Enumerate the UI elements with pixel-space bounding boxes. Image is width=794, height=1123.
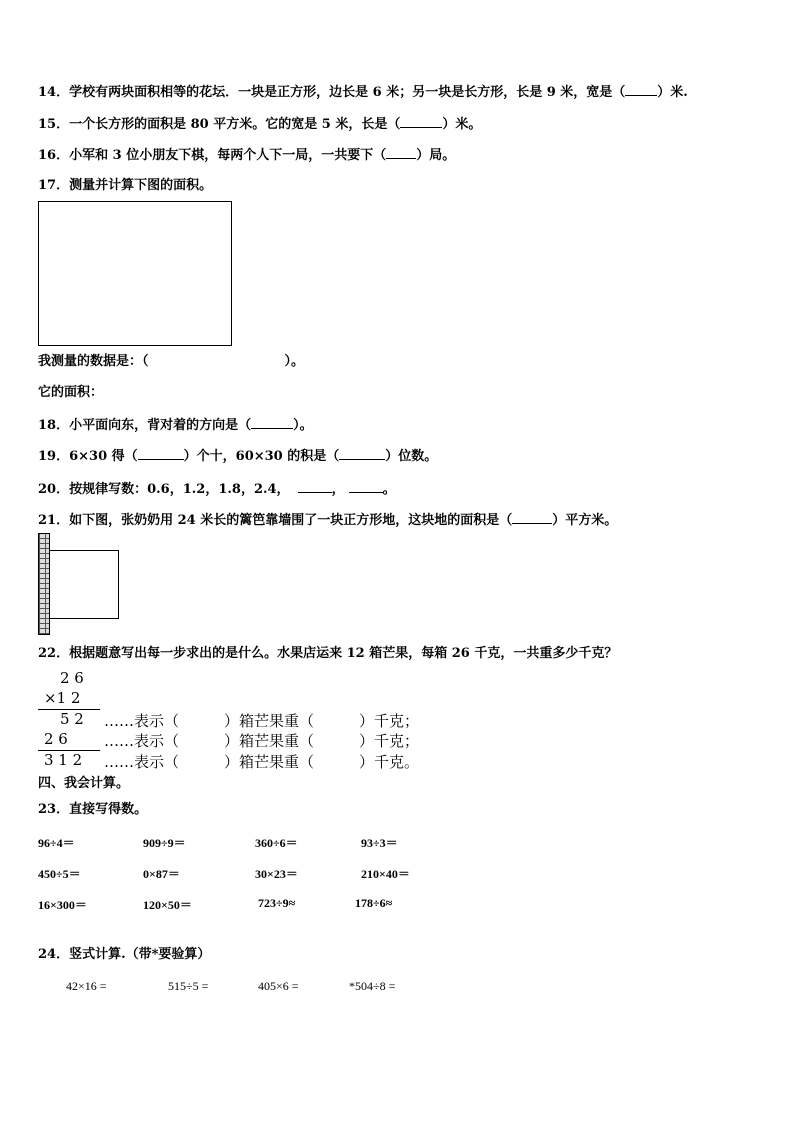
q24-item: 405×6 =	[258, 979, 299, 993]
q24-item: 515÷5 =	[168, 979, 209, 993]
q17-area-label: 它的面积：	[38, 385, 104, 400]
q22-multiplier: ×1 2	[44, 689, 81, 707]
question-23-title: 23．直接写得数。	[38, 802, 148, 817]
q22-note-2: ……表示（ ）箱芒果重（ ）千克；	[104, 732, 420, 750]
q23-item: 450÷5＝	[38, 867, 81, 881]
section-4-heading: 四、我会计算。	[38, 776, 130, 791]
q22-multiplicand: 2 6	[60, 669, 84, 687]
q23-item: 120×50＝	[143, 898, 192, 912]
q16-text-end: ）局。	[416, 148, 456, 163]
q14-text: 14．学校有两块面积相等的花坛．一块是正方形，边长是 6 米；另一块是长方形，长是 9 米，宽是（	[38, 85, 626, 100]
q15-answer-blank[interactable]	[400, 114, 442, 128]
q22-note-1: ……表示（ ）箱芒果重（ ）千克；	[104, 712, 420, 730]
question-20	[38, 479, 396, 499]
q24-item: 42×16 =	[66, 979, 107, 993]
q23-item: 30×23＝	[255, 867, 298, 881]
q19-answer-blank-1[interactable]	[138, 446, 184, 460]
q22-partial-2: 2 6	[44, 730, 68, 748]
q20-answer-blank-2[interactable]	[349, 479, 383, 493]
q24-item: *504÷8 =	[349, 979, 396, 993]
q19-text-mid: ）个十，60×30 的积是（	[183, 449, 340, 464]
q17-measure-label: 我测量的数据是：（	[38, 354, 149, 369]
q19-text: 19．6×30 得（	[38, 449, 138, 464]
q23-item: 210×40＝	[361, 867, 410, 881]
q21-wall-figure	[38, 533, 50, 635]
question-19	[38, 446, 437, 466]
q23-item: 723÷9≈	[258, 896, 296, 910]
q23-item: 96÷4＝	[38, 836, 75, 850]
q23-item: 909÷9＝	[143, 836, 186, 850]
q14-text-end: ）米.	[657, 85, 688, 100]
q19-answer-blank-2[interactable]	[339, 446, 385, 460]
q19-text-end: ）位数。	[385, 449, 438, 464]
q17-rectangle-figure	[38, 201, 232, 346]
question-15	[38, 114, 481, 134]
q15-text: 15．一个长方形的面积是 80 平方米。它的宽是 5 米，长是（	[38, 117, 401, 132]
q20-answer-blank-1[interactable]	[298, 479, 332, 493]
q21-square-field-figure	[50, 550, 119, 619]
q22-product: 3 1 2	[44, 751, 83, 769]
q16-answer-blank[interactable]	[386, 145, 416, 159]
q21-text-end: ）平方米。	[552, 513, 618, 528]
question-18	[38, 415, 313, 435]
q23-item: 0×87＝	[143, 867, 180, 881]
question-24-title: 24．竖式计算.（带*要验算）	[38, 947, 211, 962]
q16-text: 16．小军和 3 位小朋友下棋，每两个人下一局，一共要下（	[38, 148, 387, 163]
q20-text: 20．按规律写数：0.6，1.2，1.8，2.4，	[38, 482, 290, 497]
q21-text: 21．如下图，张奶奶用 24 米长的篱笆靠墙围了一块正方形地，这块地的面积是（	[38, 513, 513, 528]
q20-separator: ，	[331, 482, 345, 497]
q18-text: 18．小平面向东，背对着的方向是（	[38, 418, 252, 433]
q20-end: 。	[382, 482, 396, 497]
q18-answer-blank[interactable]	[251, 415, 293, 429]
question-21	[38, 510, 617, 530]
question-22-title: 22．根据题意写出每一步求出的是什么。水果店运来 12 箱芒果，每箱 26 千克，一共重多少千克？	[38, 646, 618, 661]
q17-measure-end: ）。	[284, 354, 305, 369]
question-17-title: 17．测量并计算下图的面积。	[38, 178, 213, 193]
q22-partial-1: 5 2	[60, 710, 84, 728]
question-14	[38, 82, 688, 102]
q17-measure-line	[38, 353, 304, 371]
q18-text-end: ）。	[293, 418, 313, 433]
q23-item: 16×300＝	[38, 898, 87, 912]
q23-item: 93÷3＝	[361, 836, 398, 850]
q22-note-3: ……表示（ ）箱芒果重（ ）千克。	[104, 753, 420, 771]
q15-text-end: ）米。	[442, 117, 482, 132]
q21-answer-blank[interactable]	[512, 510, 552, 524]
question-16	[38, 145, 455, 165]
q23-item: 360÷6＝	[255, 836, 298, 850]
q23-item: 178÷6≈	[355, 896, 393, 910]
q14-answer-blank[interactable]	[625, 82, 657, 96]
